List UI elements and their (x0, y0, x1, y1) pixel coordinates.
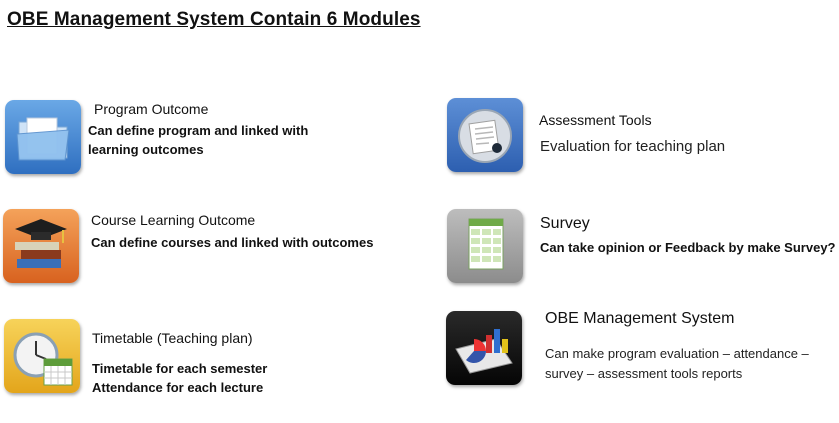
page-title: OBE Management System Contain 6 Modules (7, 9, 421, 30)
module-name-timetable: Timetable (Teaching plan) (92, 330, 253, 346)
graduation-cap-books-icon[interactable] (3, 209, 79, 283)
module-name-survey: Survey (540, 215, 590, 232)
module-name-assessment-tools: Assessment Tools (539, 112, 652, 128)
module-name-program-outcome: Program Outcome (94, 101, 209, 117)
module-name-course-learning-outcome: Course Learning Outcome (91, 212, 256, 228)
folder-icon[interactable] (5, 100, 81, 174)
module-desc-program-outcome: Can define program and linked with learning outcomes (88, 123, 309, 157)
module-name-obe-management-system: OBE Management System (545, 310, 735, 327)
charts-report-icon[interactable] (446, 311, 522, 385)
module-desc-obe-management-system: Can make program evaluation – attendance – survey – assessment tools reports (545, 346, 809, 381)
document-review-icon[interactable] (447, 98, 523, 172)
module-desc-assessment-tools: Evaluation for teaching plan (540, 138, 726, 155)
module-desc-timetable: Timetable for each semester Attendance for each lecture (92, 361, 268, 395)
spreadsheet-icon[interactable] (447, 209, 523, 283)
module-desc-survey: Can take opinion or Feedback by make Survey? (540, 240, 836, 255)
module-desc-course-learning-outcome: Can define courses and linked with outcomes (91, 235, 374, 250)
clock-calendar-icon[interactable] (4, 319, 80, 393)
